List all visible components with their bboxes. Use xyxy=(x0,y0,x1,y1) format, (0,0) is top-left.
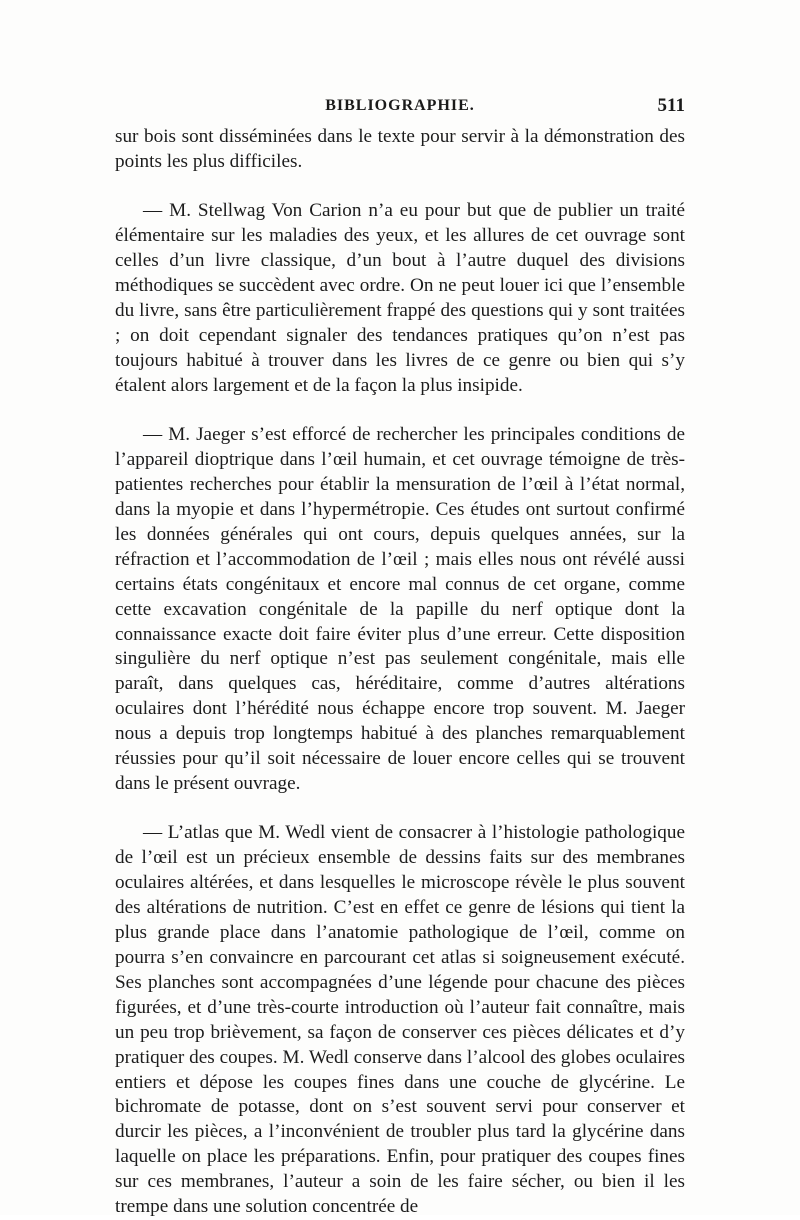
paragraph-continuation: sur bois sont disséminées dans le texte pour servir à la démonstration des points les plus difficiles. xyxy=(115,126,685,172)
body-text xyxy=(115,125,685,1220)
paragraph-jaeger: — M. Jaeger s’est efforcé de rechercher les principales conditions de l’appareil dioptrique dans l’œil humain, et cet ouvrage témoigne de très-patientes recherches pour établir la mensuration de l’œil à l’état normal, dans la myopie et dans l’hypermétropie. Ces études ont surtout confirmé les données générales qui ont cours, depuis quelques années, sur la réfraction et l’accommodation de l’œil ; mais elles nous ont révélé aussi certains états congénitaux et encore mal connus de cet organe, comme cette excavation congénitale de la papille du nerf optique dont la connaissance exacte doit faire éviter plus d’une erreur. Cette disposition singulière du nerf optique n’est pas seulement congénitale, mais elle paraît, dans quelques cas, héréditaire, comme d’autres altérations oculaires dont l’hérédité nous échappe encore trop souvent. M. Jaeger nous a depuis trop longtemps habitué à des planches remarquablement réussies pour qu’il soit nécessaire de louer encore celles qui se trouvent dans le présent ouvrage. xyxy=(115,424,685,794)
page-number: 511 xyxy=(657,95,685,116)
running-title: BIBLIOGRAPHIE. xyxy=(325,97,475,114)
paragraph-stellwag: — M. Stellwag Von Carion n’a eu pour but que de publier un traité élémentaire sur les maladies des yeux, et les allures de cet ouvrage sont celles d’un livre classique, d’un bout à l’autre duquel des divisions méthodiques se succèdent avec ordre. On ne peut louer ici que l’ensemble du livre, sans être particulièrement frappé des questions qui y sont traitées ; on doit cependant signaler des tendances pratiques qu’on n’est pas toujours habitué à trouver dans les livres de ce genre ou bien qui s’y étalent alors largement et de la façon la plus insipide. xyxy=(115,200,685,396)
paragraph-wedl: — L’atlas que M. Wedl vient de consacrer à l’histologie pathologique de l’œil est un précieux ensemble de dessins faits sur des membranes oculaires altérées, et dans lesquelles le microscope révèle le plus souvent des altérations de nutrition. C’est en effet ce genre de lésions qui tient la plus grande place dans l’anatomie pathologique de l’œil, comme on pourra s’en convaincre en parcourant cet atlas si soigneusement exécuté. Ses planches sont accompagnées d’une légende pour chacune des pièces figurées, et d’une très-courte introduction où l’auteur fait connaître, mais un peu trop brièvement, sa façon de conserver ces pièces délicates et d’y pratiquer des coupes. M. Wedl conserve dans l’alcool des globes oculaires entiers et dépose les coupes fines dans une couche de glycérine. Le bichromate de potasse, dont on s’est souvent servi pour conserver et durcir les pièces, a l’inconvénient de troubler plus tard la glycérine dans laquelle on place les préparations. Enfin, pour pratiquer des coupes fines sur ces membranes, l’auteur a soin de les faire sécher, ou bien il les trempe dans une solution concentrée de xyxy=(115,822,685,1218)
running-header xyxy=(115,95,685,119)
